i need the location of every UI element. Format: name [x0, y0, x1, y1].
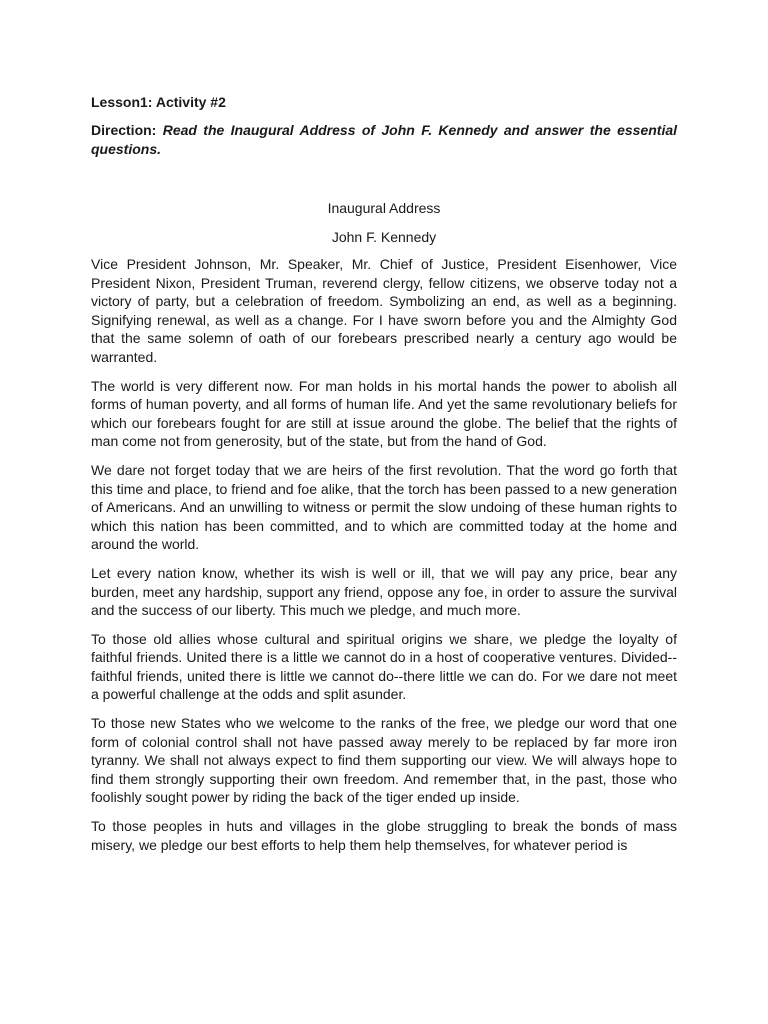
- document-body: [91, 255, 677, 854]
- paragraph-5: To those old allies whose cultural and spiritual origins we share, we pledge the loyalty of faithful friends. United there is a little we cannot do in a host of cooperative ventures. Divided-- faithful friends, united there is little we cannot do--there little we can do. For we dare not meet a powerful challenge at the odds and split asunder.: [91, 630, 677, 703]
- paragraph-1: Vice President Johnson, Mr. Speaker, Mr. Chief of Justice, President Eisenhower, Vice President Nixon, President Truman, reverend clergy, fellow citizens, we observe today not a victory of party, but a celebration of freedom. Symbolizing an end, as well as a beginning. Signifying renewal, as well as a change. For I have sworn before you and the Almighty God that the same solemn of oath of our forebears prescribed nearly a century ago would be warranted.: [91, 256, 677, 365]
- direction-text: Read the Inaugural Address of John F. Kennedy and answer the essential questions.: [91, 122, 678, 157]
- paragraph-6: To those new States who we welcome to the ranks of the free, we pledge our word that one form of colonial control shall not have passed away merely to be replaced by far more iron tyranny. We shall not always expect to find them supporting our view. We will always hope to find them strongly supporting their own freedom. And remember that, in the past, those who foolishly sought power by riding the back of the tiger ended up inside.: [91, 715, 677, 806]
- direction-label: Direction:: [91, 122, 157, 138]
- document-content: [91, 93, 677, 864]
- document-author: John F. Kennedy: [331, 229, 437, 245]
- paragraph-4: Let every nation know, whether its wish is well or ill, that we will pay any price, bear any burden, meet any hardship, support any friend, oppose any foe, in order to assure the survival and the success of our liberty. This much we pledge, and much more.: [91, 564, 677, 619]
- lesson-heading: Lesson1: Activity #2: [91, 94, 226, 110]
- direction-line: [91, 121, 677, 159]
- paragraph-7: To those peoples in huts and villages in the globe struggling to break the bonds of mass misery, we pledge our best efforts to help them help themselves, for whatever period is: [91, 818, 677, 853]
- paragraph-3: We dare not forget today that we are heirs of the first revolution. That the word go forth that this time and place, to friend and foe alike, that the torch has been passed to a new generation of Americans. And an unwilling to witness or permit the slow undoing of these human rights to which this nation has been committed, and to which are committed today at the home and around the world.: [91, 461, 677, 553]
- document-title: Inaugural Address: [327, 200, 441, 216]
- paragraph-2: The world is very different now. For man holds in his mortal hands the power to abolish all forms of human poverty, and all forms of human life. And yet the same revolutionary beliefs for which our forebears fought for are still at issue around the globe. The belief that the rights of man come not from generosity, but of the state, but from the hand of God.: [91, 377, 677, 450]
